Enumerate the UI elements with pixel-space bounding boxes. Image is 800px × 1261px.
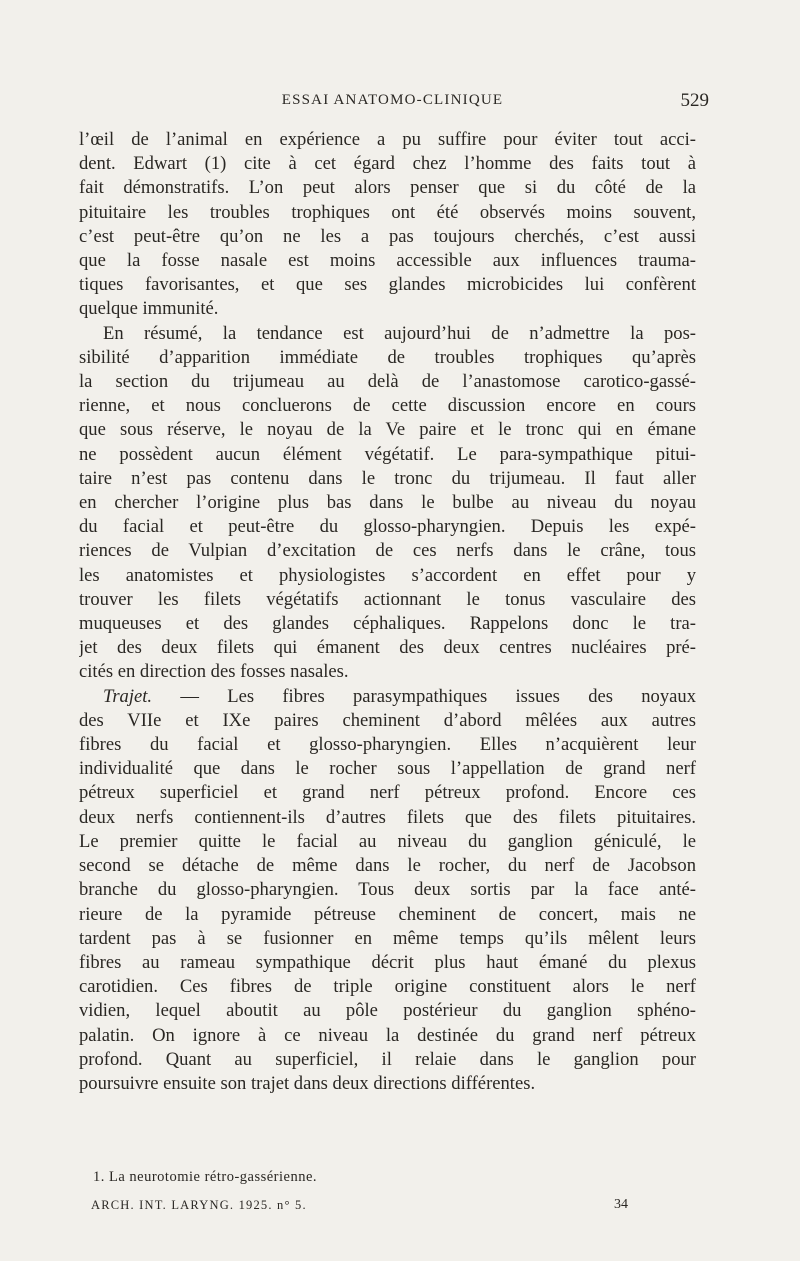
running-title: ESSAI ANATOMO-CLINIQUE xyxy=(281,92,504,108)
text-line: rieure de la pyramide pétreuse cheminent de concert, mais ne xyxy=(79,903,696,925)
text-line: Le premier quitte le facial au niveau du ganglion géniculé, le xyxy=(79,830,696,852)
text-line: la section du trijumeau au delà de l’anastomose carotico-gassé- xyxy=(79,371,696,393)
text-line: des VIIe et IXe paires cheminent d’abord mêlées aux autres xyxy=(79,709,696,731)
text-line: branche du glosso-pharyngien. Tous deux sortis par la face anté- xyxy=(79,879,696,901)
text-line: dent. Edwart (1) cite à cet égard chez l’homme des faits tout à xyxy=(79,153,696,175)
text-line: jet des deux filets qui émanent des deux centres nucléaires pré- xyxy=(79,637,696,659)
page-number: 529 xyxy=(680,90,709,111)
text-line: cités en direction des fosses nasales. xyxy=(79,661,349,683)
text-line: ne possèdent aucun élément végétatif. Le para-sympathique pitui- xyxy=(79,443,696,465)
text-line: individualité que dans le rocher sous l’appellation de grand nerf xyxy=(79,758,696,780)
text-line: profond. Quant au superficiel, il relaie dans le ganglion pour xyxy=(79,1048,696,1070)
text-line-content: — Les fibres parasympathiques issues des noyaux xyxy=(152,685,696,707)
text-line: tiques favorisantes, et que ses glandes microbicides lui confèrent xyxy=(79,274,696,296)
text-line: second se détache de même dans le rocher, du nerf de Jacobson xyxy=(79,855,696,877)
text-line: vidien, lequel aboutit au pôle postérieur du ganglion sphéno- xyxy=(79,1000,696,1022)
body-text xyxy=(79,128,696,1096)
text-line: muqueuses et des glandes céphaliques. Rappelons donc le tra- xyxy=(79,613,696,635)
paragraph-1 xyxy=(79,128,696,322)
text-line xyxy=(79,685,696,709)
text-line: riences de Vulpian d’excitation de ces nerfs dans le crâne, tous xyxy=(79,540,696,562)
text-line: pituitaire les troubles trophiques ont été observés moins souvent, xyxy=(79,201,696,223)
signature-mark: 34 xyxy=(614,1197,628,1212)
text-line: quelque immunité. xyxy=(79,298,219,320)
text-line: palatin. On ignore à ce niveau la destinée du grand nerf pétreux xyxy=(79,1024,696,1046)
text-line: que la fosse nasale est moins accessible aux influences trauma- xyxy=(79,250,696,272)
section-lead: Trajet. xyxy=(103,685,153,707)
running-head xyxy=(76,92,709,118)
paragraph-3 xyxy=(79,685,696,1096)
text-line: c’est peut-être qu’on ne les a pas toujours cherchés, c’est aussi xyxy=(79,225,696,247)
text-line: les anatomistes et physiologistes s’accordent en effet pour y xyxy=(79,564,696,586)
footnote: 1. La neurotomie rétro-gassérienne. xyxy=(93,1169,318,1185)
text-line: deux nerfs contiennent-ils d’autres filets que des filets pituitaires. xyxy=(79,806,696,828)
text-line: que sous réserve, le noyau de la Ve paire et le tronc qui en émane xyxy=(79,419,696,441)
text-line: poursuivre ensuite son trajet dans deux directions différentes. xyxy=(79,1072,536,1094)
text-line: fait démonstratifs. L’on peut alors penser que si du côté de la xyxy=(79,177,696,199)
text-line: l’œil de l’animal en expérience a pu suffire pour éviter tout acci- xyxy=(79,129,696,150)
text-line: carotidien. Ces fibres de triple origine constituent alors le nerf xyxy=(79,976,696,998)
text-line: trouver les filets végétatifs actionnant le tonus vasculaire des xyxy=(79,588,696,610)
text-line: taire n’est pas contenu dans le tronc du trijumeau. Il faut aller xyxy=(79,467,696,489)
text-line: sibilité d’apparition immédiate de troubles trophiques qu’après xyxy=(79,346,696,368)
paragraph-2 xyxy=(79,322,696,685)
text-line: En résumé, la tendance est aujourd’hui de n’admettre la pos- xyxy=(103,322,696,344)
journal-reference: ARCH. INT. LARYNG. 1925. n° 5. xyxy=(91,1198,307,1212)
text-line: tardent pas à se fusionner en même temps qu’ils mêlent leurs xyxy=(79,927,696,949)
text-line: fibres au rameau sympathique décrit plus haut émané du plexus xyxy=(79,951,696,973)
text-line: pétreux superficiel et grand nerf pétreux profond. Encore ces xyxy=(79,782,696,804)
text-line: rienne, et nous concluerons de cette discussion encore en cours xyxy=(79,395,696,417)
text-line: en chercher l’origine plus bas dans le bulbe au niveau du noyau xyxy=(79,492,696,514)
text-line: fibres du facial et glosso-pharyngien. Elles n’acquièrent leur xyxy=(79,734,696,756)
text-line: du facial et peut-être du glosso-pharyngien. Depuis les expé- xyxy=(79,516,696,538)
